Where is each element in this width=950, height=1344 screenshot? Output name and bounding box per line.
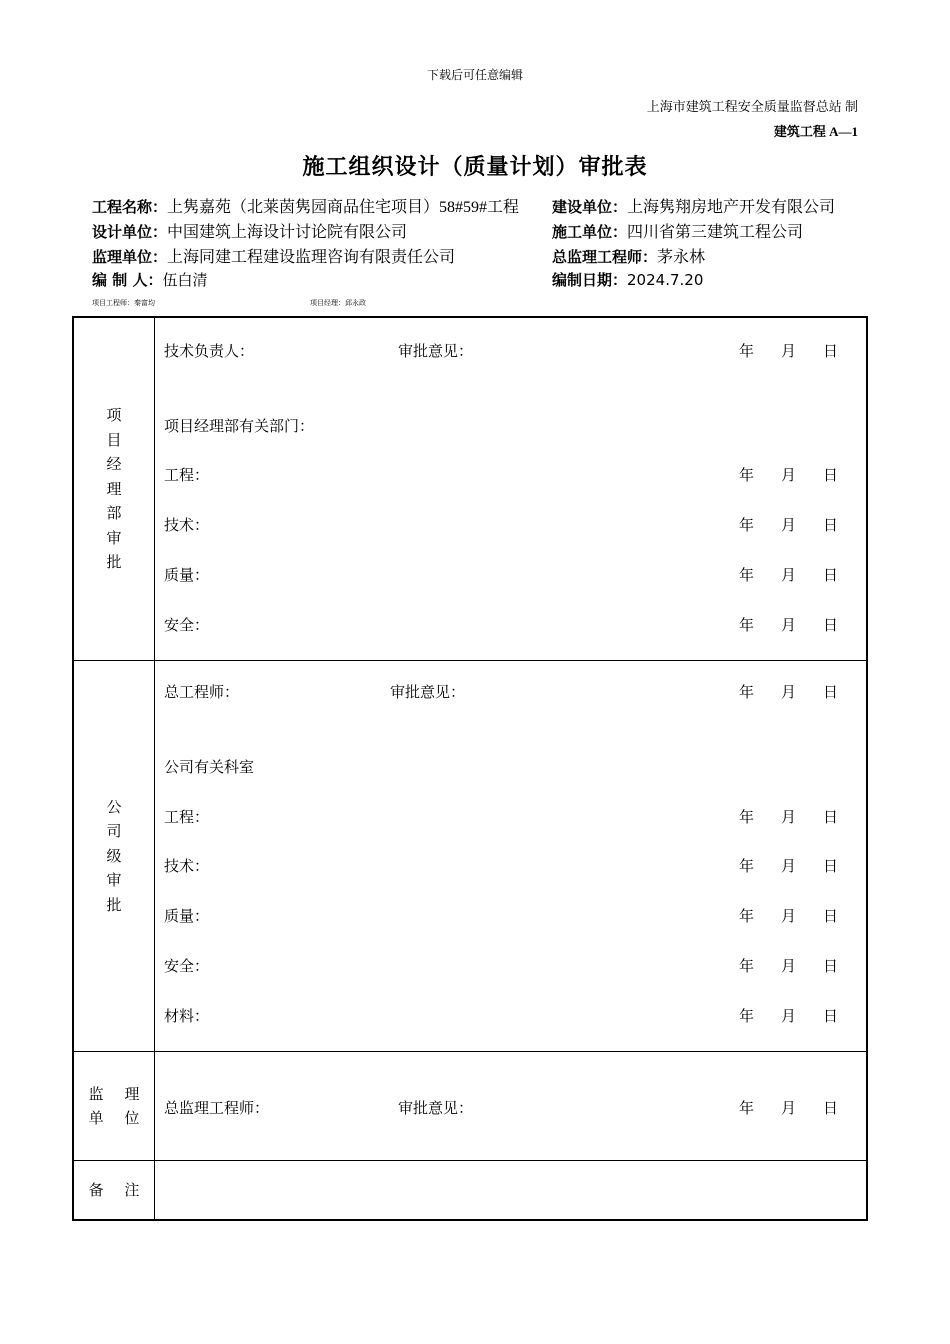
remarks-label-cell [74,1161,155,1219]
date-field: 年 月 日 [738,907,838,925]
project-quality-label: 质量： [164,566,210,584]
chief-supervisor-label: 总监理工程师： [552,248,658,266]
builder-value: 上海隽翔房地产开发有限公司 [627,199,836,216]
builder-row [552,194,835,217]
project-tech-label: 技术： [164,516,210,534]
date-field: 年 月 日 [738,957,838,975]
date-field: 年 月 日 [738,616,838,634]
date-field: 年 月 日 [738,1007,838,1025]
approval-table [72,316,868,1221]
company-label: 公司级审批 [106,797,122,914]
remarks-content[interactable] [154,1161,866,1219]
supervision-opinion-label: 审批意见： [398,1099,474,1117]
date-field: 年 月 日 [738,466,838,484]
chief-supervisor-value: 茅永林 [657,249,706,266]
form-code: 建筑工程 A—1 [773,124,858,139]
date-field: 年 月 日 [738,683,838,701]
compile-date-label: 编制日期： [552,271,628,289]
designer-value: 中国建筑上海设计讨论院有限公司 [167,224,408,241]
project-dept-label: 项目经理部审批 [106,406,122,572]
company-content [154,661,866,1051]
date-field: 年 月 日 [738,516,838,534]
project-manager-note: 项目经理：邱永政 [310,299,366,307]
company-tech-label: 技术： [164,857,210,875]
contractor-value: 四川省第三建筑工程公司 [627,224,804,241]
designer-label: 设计单位： [92,223,168,241]
supervision-content [154,1052,866,1160]
page-title: 施工组织设计（质量计划）审批表 [302,155,648,180]
issuer-text: 上海市建筑工程安全质量监督总站 制 [646,99,858,114]
compiler-label: 编 制 人： [92,271,163,289]
compiler-value: 伍白清 [162,271,208,289]
project-name-value: 上隽嘉苑（北莱茵隽园商品住宅项目）58#59#工程 [167,199,520,216]
project-dept-label-cell [74,318,155,660]
company-eng-label: 工程： [164,808,210,826]
company-related-label: 公司有关科室 [164,758,255,776]
compiler-row [92,269,207,290]
contractor-row [552,219,803,242]
remarks-label: 备 注 [88,1181,148,1199]
compile-date-value: 2024.7.20 [627,271,704,289]
supervisor-row [92,244,455,267]
date-field: 年 月 日 [738,566,838,584]
project-dept-opinion-label: 审批意见： [398,342,474,360]
company-safety-label: 安全： [164,957,210,975]
builder-label: 建设单位： [552,198,628,216]
project-eng-label: 工程： [164,466,210,484]
top-note: 下载后可任意编辑 [426,68,523,82]
project-dept-section [74,318,866,661]
chief-supervisor-row [552,244,705,267]
company-opinion-label: 审批意见： [390,683,466,701]
project-dept-related-label: 项目经理部有关部门： [164,417,315,435]
project-name-row [92,194,519,217]
project-safety-label: 安全： [164,616,210,634]
project-name-label: 工程名称： [92,198,168,216]
supervision-label-cell [74,1052,155,1160]
compile-date-row [552,269,703,290]
designer-row [92,219,407,242]
date-field: 年 月 日 [738,808,838,826]
company-material-label: 材料： [164,1007,210,1025]
supervision-section [74,1052,866,1161]
date-field: 年 月 日 [738,857,838,875]
date-field: 年 月 日 [738,342,838,360]
supervisor-label: 监理单位： [92,248,168,266]
contractor-label: 施工单位： [552,223,628,241]
date-field: 年 月 日 [738,1099,838,1117]
project-engineer-note: 项目工程师：秦富均 [92,299,155,307]
remarks-section [74,1161,866,1219]
supervision-label: 监 理 单 位 [88,1085,148,1127]
chief-supervisor-sign-label: 总监理工程师： [164,1099,270,1117]
supervisor-value: 上海同建工程建设监理咨询有限责任公司 [167,249,456,266]
company-section [74,661,866,1052]
company-label-cell [74,661,155,1051]
chief-engineer-label: 总工程师： [164,683,240,701]
project-dept-content [154,318,866,660]
tech-lead-label: 技术负责人： [164,342,255,360]
company-quality-label: 质量： [164,907,210,925]
